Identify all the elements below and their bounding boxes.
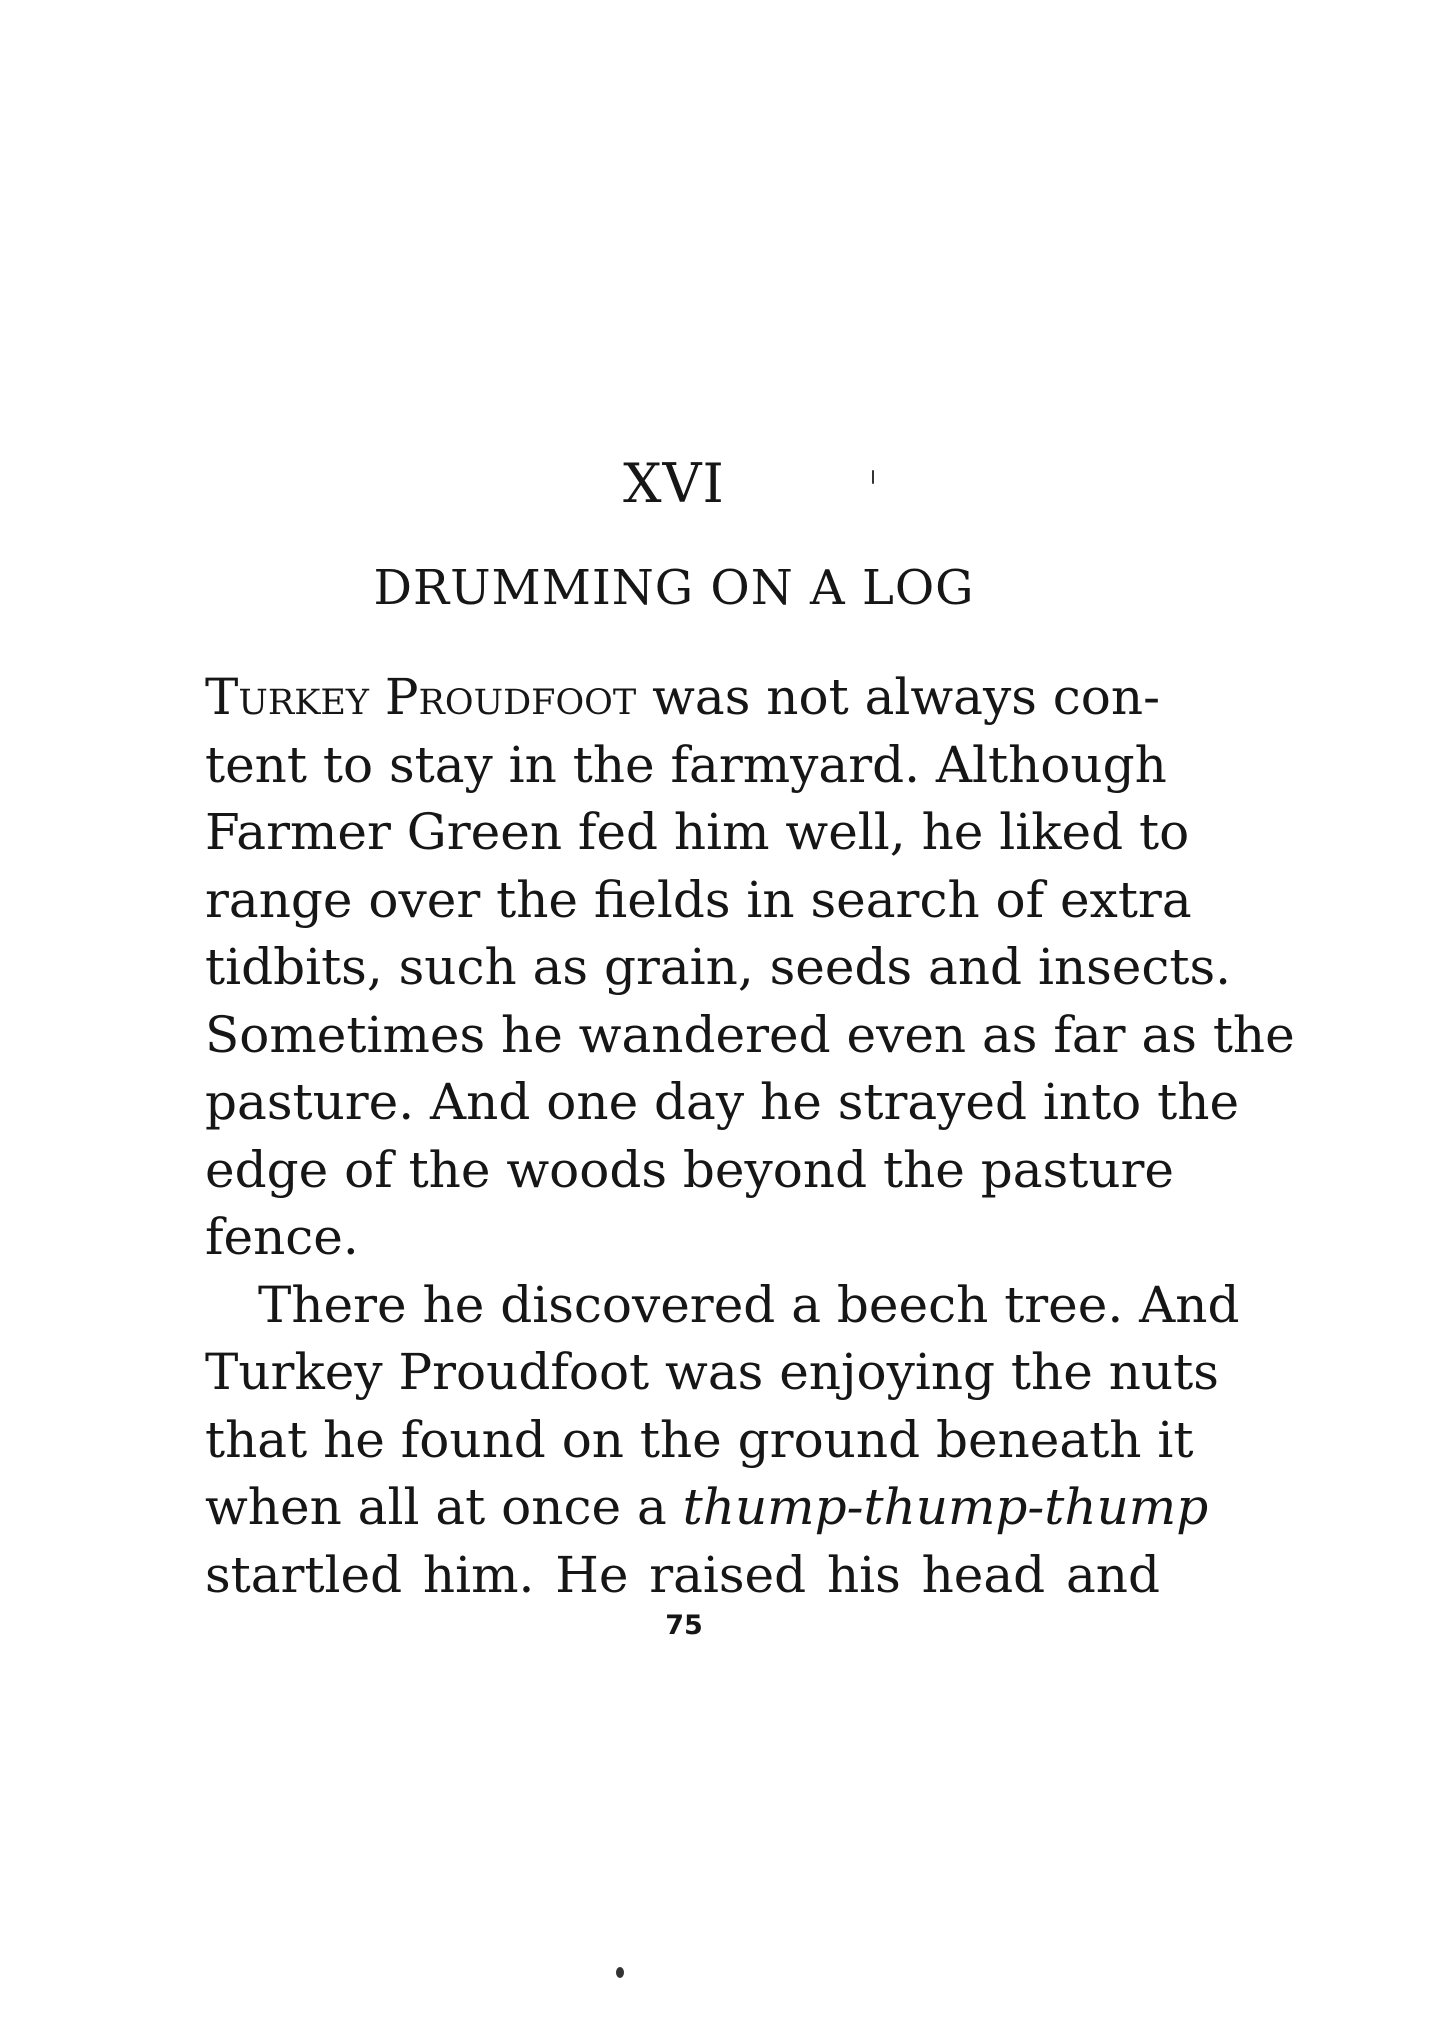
text-line-content: when all at once a <box>205 1478 683 1536</box>
italic-phrase: thump-thump-thump <box>682 1478 1209 1536</box>
text-line: There he discovered a beech tree. And <box>258 1275 1240 1334</box>
chapter-number: XVI <box>623 452 725 515</box>
text-line: range over the fields in search of extra <box>205 870 1192 929</box>
text-line: tidbits, such as grain, seeds and insects. <box>205 938 1232 996</box>
lead-name: Turkey Proudfoot <box>205 668 637 726</box>
text-line: fence. <box>205 1208 359 1266</box>
text-line: Turkey Proudfoot was enjoying the nuts <box>205 1343 1219 1401</box>
text-line: Farmer Green fed him well, he liked to <box>205 803 1190 861</box>
ink-speck <box>872 470 874 484</box>
page-number: 75 <box>665 1610 703 1641</box>
text-line: that he found on the ground beneath it <box>205 1410 1194 1469</box>
text-line: pasture. And one day he strayed into the <box>205 1073 1240 1131</box>
paragraph-2 <box>205 1272 1240 1610</box>
text-line: startled him. He raised his head and <box>205 1545 1160 1604</box>
text-line-content: was not always con- <box>636 668 1160 726</box>
text-line: Sometimes he wandered even as far as the <box>205 1005 1295 1064</box>
chapter-title: DRUMMING ON A LOG <box>373 560 975 616</box>
chapter-body <box>205 664 1295 1609</box>
text-line <box>205 1474 1209 1542</box>
text-line: edge of the woods beyond the pasture <box>205 1140 1175 1199</box>
ink-speck <box>616 1967 624 1978</box>
text-line <box>205 664 1160 732</box>
paragraph-1 <box>205 664 1295 1272</box>
text-line: tent to stay in the farmyard. Although <box>205 735 1167 794</box>
